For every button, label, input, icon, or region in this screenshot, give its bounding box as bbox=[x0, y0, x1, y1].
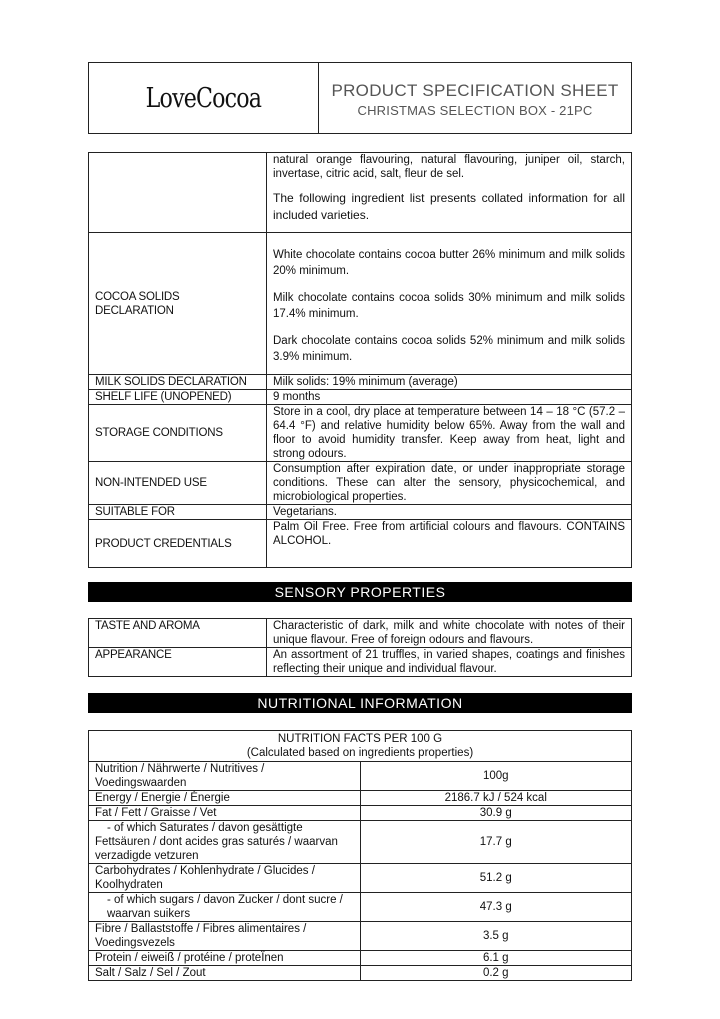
nutrient-label: Salt / Salz / Sel / Zout bbox=[89, 966, 361, 981]
nutritional-information-heading: NUTRITIONAL INFORMATION bbox=[88, 693, 632, 713]
ingredients-continued-value bbox=[267, 153, 632, 233]
milk-solids-row bbox=[89, 375, 632, 390]
nutrition-row bbox=[89, 864, 632, 893]
suitable-for-value: Vegetarians. bbox=[267, 505, 632, 520]
milk-solids-value: Milk solids: 19% minimum (average) bbox=[267, 375, 632, 390]
collated-info-note: The following ingredient list presents collated information for all included varieties. bbox=[273, 191, 625, 222]
nutrient-label: - of which sugars / davon Zucker / dont sucre / waarvan suikers bbox=[89, 893, 361, 922]
nutrition-table-subtitle: (Calculated based on ingredients properties) bbox=[246, 747, 474, 759]
nutrition-row bbox=[89, 951, 632, 966]
ingredients-continued-text: natural orange flavouring, natural flavouring, juniper oil, starch, invertase, citric acid, salt, fleur de sel. bbox=[273, 154, 625, 180]
sensory-properties-heading: SENSORY PROPERTIES bbox=[88, 582, 632, 602]
taste-aroma-value: Characteristic of dark, milk and white chocolate with notes of their unique flavour. Free of foreign odours and flavours. bbox=[267, 619, 632, 648]
nutrient-label bbox=[89, 821, 361, 864]
nutrient-amount: 17.7 g bbox=[360, 821, 632, 864]
taste-aroma-label: TASTE AND AROMA bbox=[89, 619, 267, 648]
product-name: CHRISTMAS SELECTION BOX - 21PC bbox=[357, 102, 593, 118]
nutrition-table-title: NUTRITION FACTS PER 100 G bbox=[277, 733, 443, 745]
credentials-label: PRODUCT CREDENTIALS bbox=[89, 520, 267, 568]
nutrient-label-text: - of which Saturates / davon gesättigte Fettsäuren / dont acides gras saturés / waarvan verzadigde vetzuren bbox=[95, 822, 338, 862]
suitable-for-label: SUITABLE FOR bbox=[89, 505, 267, 520]
shelf-life-row bbox=[89, 390, 632, 405]
nutrient-amount: 47.3 g bbox=[360, 893, 632, 922]
storage-row bbox=[89, 405, 632, 462]
ingredients-continued-row bbox=[89, 153, 632, 233]
nutrient-amount: 6.1 g bbox=[360, 951, 632, 966]
white-chocolate-text: White chocolate contains cocoa butter 26% minimum and milk solids 20% minimum. bbox=[273, 249, 625, 277]
non-intended-use-value: Consumption after expiration date, or under inappropriate storage conditions. These can alter the sensory, physicochemical, and microbiological properties. bbox=[267, 462, 632, 505]
nutrient-label: Fibre / Ballaststoffe / Fibres alimentaires / Voedingsvezels bbox=[89, 922, 361, 951]
nutrient-amount: 0.2 g bbox=[360, 966, 632, 981]
appearance-row bbox=[89, 648, 632, 677]
title-cell bbox=[319, 63, 631, 133]
milk-chocolate-text: Milk chocolate contains cocoa solids 30% minimum and milk solids 17.4% minimum. bbox=[273, 292, 625, 320]
document-title: PRODUCT SPECIFICATION SHEET bbox=[331, 80, 619, 100]
nutrition-title-cell bbox=[89, 731, 632, 762]
brand-logo: LoveCocoa bbox=[145, 82, 262, 114]
nutrient-amount: 100g bbox=[360, 762, 632, 791]
sensory-table bbox=[88, 618, 632, 677]
appearance-label: APPEARANCE bbox=[89, 648, 267, 677]
shelf-life-value: 9 months bbox=[267, 390, 632, 405]
cocoa-solids-label: COCOA SOLIDS DECLARATION bbox=[89, 233, 267, 375]
header-box bbox=[88, 62, 632, 134]
specification-table bbox=[88, 152, 632, 568]
nutrient-amount: 3.5 g bbox=[360, 922, 632, 951]
ingredients-label-empty bbox=[89, 153, 267, 233]
storage-label: STORAGE CONDITIONS bbox=[89, 405, 267, 462]
dark-chocolate-text: Dark chocolate contains cocoa solids 52% minimum and milk solids 3.9% minimum. bbox=[273, 335, 625, 363]
nutrition-row bbox=[89, 966, 632, 981]
suitable-for-row bbox=[89, 505, 632, 520]
nutrient-amount: 51.2 g bbox=[360, 864, 632, 893]
nutrition-row bbox=[89, 762, 632, 791]
nutrient-label: Nutrition / Nährwerte / Nutritives / Voedingswaarden bbox=[89, 762, 361, 791]
taste-aroma-row bbox=[89, 619, 632, 648]
shelf-life-label: SHELF LIFE (UNOPENED) bbox=[89, 390, 267, 405]
nutrient-amount: 2186.7 kJ / 524 kcal bbox=[360, 791, 632, 806]
nutrition-row bbox=[89, 806, 632, 821]
appearance-value: An assortment of 21 truffles, in varied shapes, coatings and finishes reflecting their unique and individual flavour. bbox=[267, 648, 632, 677]
nutrition-facts-table bbox=[88, 730, 632, 981]
nutrient-label: Energy / Energie / Énergie bbox=[89, 791, 361, 806]
cocoa-solids-row bbox=[89, 233, 632, 375]
storage-value: Store in a cool, dry place at temperature between 14 – 18 °C (57.2 – 64.4 °F) and relative humidity below 65%. Away from the wall and floor to avoid humidity transfer. Keep away from heat, light and strong odours. bbox=[267, 405, 632, 462]
nutrient-label: Carbohydrates / Kohlenhydrate / Glucides / Koolhydraten bbox=[89, 864, 361, 893]
non-intended-use-label: NON-INTENDED USE bbox=[89, 462, 267, 505]
cocoa-solids-value bbox=[267, 233, 632, 375]
non-intended-use-row bbox=[89, 462, 632, 505]
nutrition-row bbox=[89, 893, 632, 922]
nutrient-amount: 30.9 g bbox=[360, 806, 632, 821]
nutrition-row bbox=[89, 791, 632, 806]
nutrient-label: Protein / eiweiß / protéine / proteÏnen bbox=[89, 951, 361, 966]
logo-cell bbox=[89, 63, 319, 133]
nutrient-label: Fat / Fett / Graisse / Vet bbox=[89, 806, 361, 821]
milk-solids-label: MILK SOLIDS DECLARATION bbox=[89, 375, 267, 390]
credentials-value: Palm Oil Free. Free from artificial colours and flavours. CONTAINS ALCOHOL. bbox=[267, 520, 632, 568]
credentials-row bbox=[89, 520, 632, 568]
nutrition-row bbox=[89, 821, 632, 864]
nutrition-title-row bbox=[89, 731, 632, 762]
nutrition-row bbox=[89, 922, 632, 951]
